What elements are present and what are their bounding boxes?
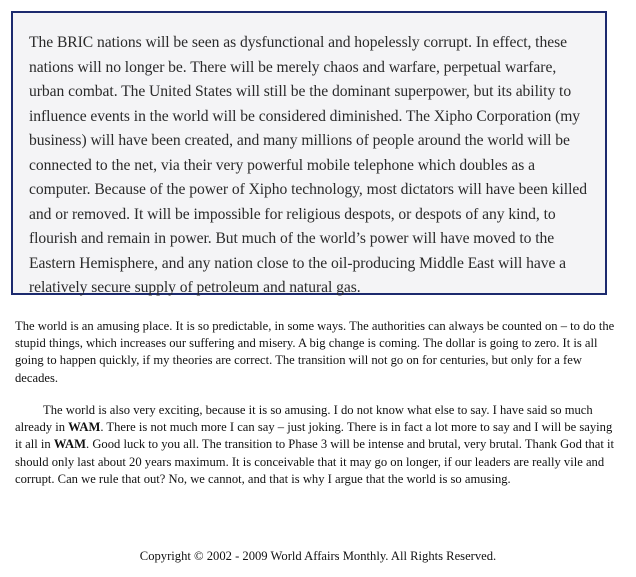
paragraph-2-part-2: . There is not much more I can say – just joking. There is in fact a lot more to say and I will be saying it all in	[15, 420, 613, 452]
paragraph-2-text	[15, 402, 615, 488]
paragraph-1	[15, 318, 615, 387]
paragraph-2	[15, 402, 615, 488]
quote-box	[11, 11, 607, 295]
copyright-footer: Copyright © 2002 - 2009 World Affairs Monthly. All Rights Reserved.	[139, 549, 497, 563]
paragraph-2-part-3: . Good luck to you all. The transition to Phase 3 will be intense and brutal, very brutal. Thank God that it should only last about 20 years maximum. It is conceivable that it may go on longer, if our leaders are really vile and corrupt. Can we rule that out? No, we cannot, and that is why I argue that the world is so amusing.	[15, 437, 615, 486]
paragraph-1-text: The world is an amusing place. It is so predictable, in some ways. The authorities can always be counted on – to do the stupid things, which increases our suffering and misery. A big change is coming. The dollar is going to zero. It is all going to happen quickly, if my theories are correct. The transition will not go on for centuries, but only for a few decades.	[15, 319, 615, 385]
quote-text: The BRIC nations will be seen as dysfunctional and hopelessly corrupt. In effect, these nations will no longer be. There will be merely chaos and warfare, perpetual warfare, urban combat. The United States will still be the dominant superpower, but its ability to influence events in the world will be considered diminished. The Xipho Corporation (my business) will have been created, and many millions of people around the world will be connected to the net, via their very powerful mobile telephone which doubles as a computer. Because of the power of Xipho technology, most dictators will have been killed and or removed. It will be impossible for religious despots, or despots of any kind, to flourish and remain in power. But much of the world’s power will have moved to the Eastern Hemisphere, and any nation close to the oil-producing Middle East will have a relatively secure supply of petroleum and natural gas.	[29, 34, 587, 296]
paragraph-2-part-1: The world is also very exciting, because it is so amusing. I do not know what else to say. I have said so much already in	[15, 403, 593, 435]
wam-bold-1: WAM	[68, 420, 101, 435]
wam-bold-2: WAM	[53, 437, 87, 452]
